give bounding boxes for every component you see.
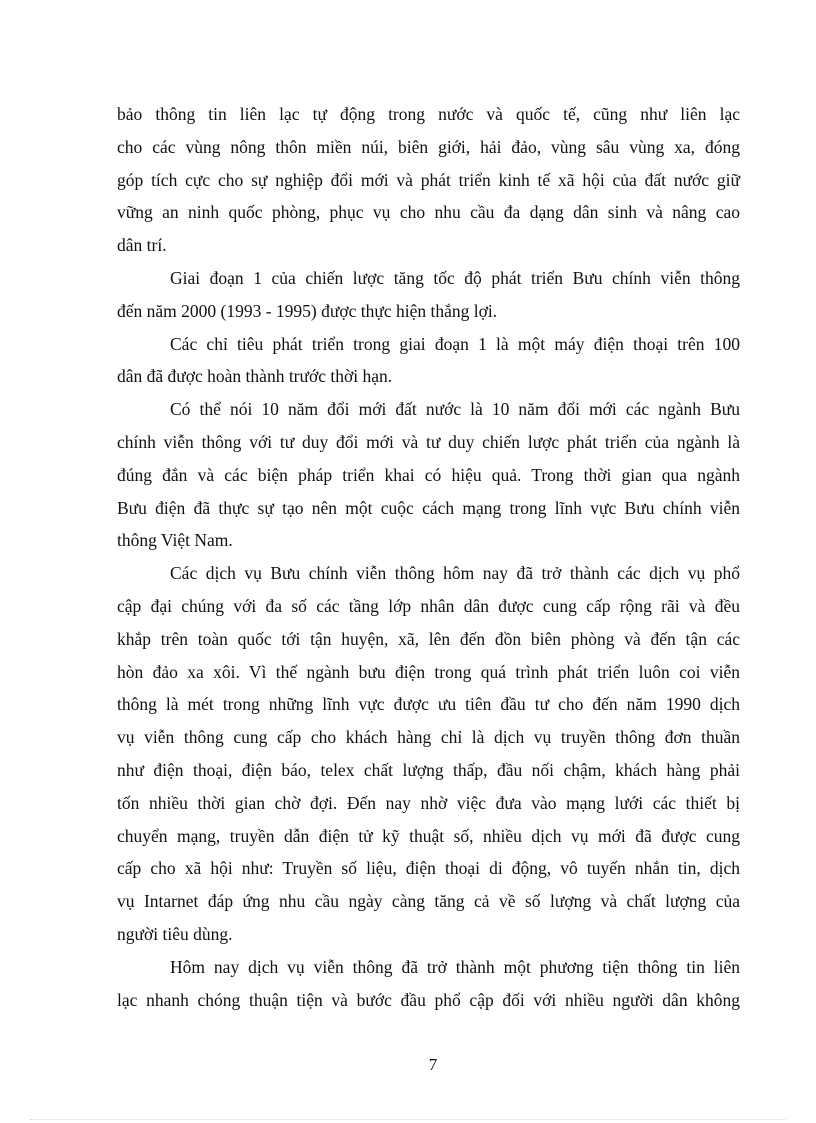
text-line: thông Việt Nam. <box>117 530 233 551</box>
text-line: vụ Intarnet đáp ứng nhu cầu ngày càng tăng cả về số lượng và chất lượng của <box>117 891 740 912</box>
text-line: Các dịch vụ Bưu chính viễn thông hôm nay đã trở thành các dịch vụ phổ <box>170 563 740 584</box>
text-line: tốn nhiều thời gian chờ đợi. Đến nay nhờ việc đưa vào mạng lưới các thiết bị <box>117 792 740 813</box>
paragraph <box>117 557 740 951</box>
text-line: Giai đoạn 1 của chiến lược tăng tốc độ phát triển Bưu chính viễn thông <box>170 267 740 288</box>
text-line: Bưu điện đã thực sự tạo nên một cuộc cách mạng trong lĩnh vực Bưu chính viễn <box>117 497 740 518</box>
text-line: vụ viễn thông cung cấp cho khách hàng chỉ là dịch vụ truyền thông đơn thuần <box>117 727 740 748</box>
text-line: vững an ninh quốc phòng, phục vụ cho nhu cầu đa dạng dân sinh và nâng cao <box>117 202 740 223</box>
text-line: chuyển mạng, truyền dẫn điện tử kỹ thuật số, nhiều dịch vụ mới đã được cung <box>117 825 740 846</box>
text-line: Hôm nay dịch vụ viễn thông đã trở thành một phương tiện thông tin liên <box>170 956 740 977</box>
text-line: người tiêu dùng. <box>117 923 233 944</box>
text-line: Có thể nói 10 năm đổi mới đất nước là 10 năm đổi mới các ngành Bưu <box>170 399 740 420</box>
text-line: cập đại chúng với đa số các tầng lớp nhân dân được cung cấp rộng rãi và đều <box>117 595 740 616</box>
text-line: đến năm 2000 (1993 - 1995) được thực hiện thắng lợi. <box>117 300 498 321</box>
text-line: đúng đắn và các biện pháp triển khai có hiệu quả. Trong thời gian qua ngành <box>117 464 740 485</box>
page-number: 7 <box>428 1055 438 1074</box>
text-line: cho các vùng nông thôn miền núi, biên giới, hải đảo, vùng sâu vùng xa, đóng <box>117 136 740 157</box>
paragraph <box>117 393 740 557</box>
text-line: Các chỉ tiêu phát triển trong giai đoạn 1 là một máy điện thoại trên 100 <box>170 333 740 354</box>
paragraph <box>117 951 740 1017</box>
text-line: khắp trên toàn quốc tới tận huyện, xã, lên đến đồn biên phòng và đến tận các <box>117 628 740 649</box>
text-line: hòn đảo xa xôi. Vì thế ngành bưu điện trong quá trình phát triển luôn coi viễn <box>117 661 740 682</box>
text-line: dân trí. <box>117 235 167 256</box>
text-line: thông là mét trong những lĩnh vực được ưu tiên đầu tư cho đến năm 1990 dịch <box>117 694 740 715</box>
text-line: như điện thoại, điện báo, telex chất lượng thấp, đầu nối chậm, khách hàng phải <box>117 759 740 780</box>
text-line: lạc nhanh chóng thuận tiện và bước đầu phổ cập đối với nhiều người dân không <box>117 989 740 1010</box>
paragraph <box>117 328 740 394</box>
text-line: dân đã được hoàn thành trước thời hạn. <box>117 366 393 387</box>
page-bottom-divider <box>30 1119 786 1120</box>
paragraph <box>117 262 740 328</box>
text-line: bảo thông tin liên lạc tự động trong nước và quốc tế, cũng như liên lạc <box>117 104 740 124</box>
paragraph <box>117 98 740 262</box>
text-line: cấp cho xã hội như: Truyền số liệu, điện thoại di động, vô tuyến nhắn tin, dịch <box>117 858 740 879</box>
text-line: chính viễn thông với tư duy đổi mới và tư duy chiến lược phát triển của ngành là <box>117 431 740 452</box>
document-body <box>117 98 740 1016</box>
text-line: góp tích cực cho sự nghiệp đổi mới và phát triển kinh tế xã hội của đất nước giữ <box>117 169 740 190</box>
